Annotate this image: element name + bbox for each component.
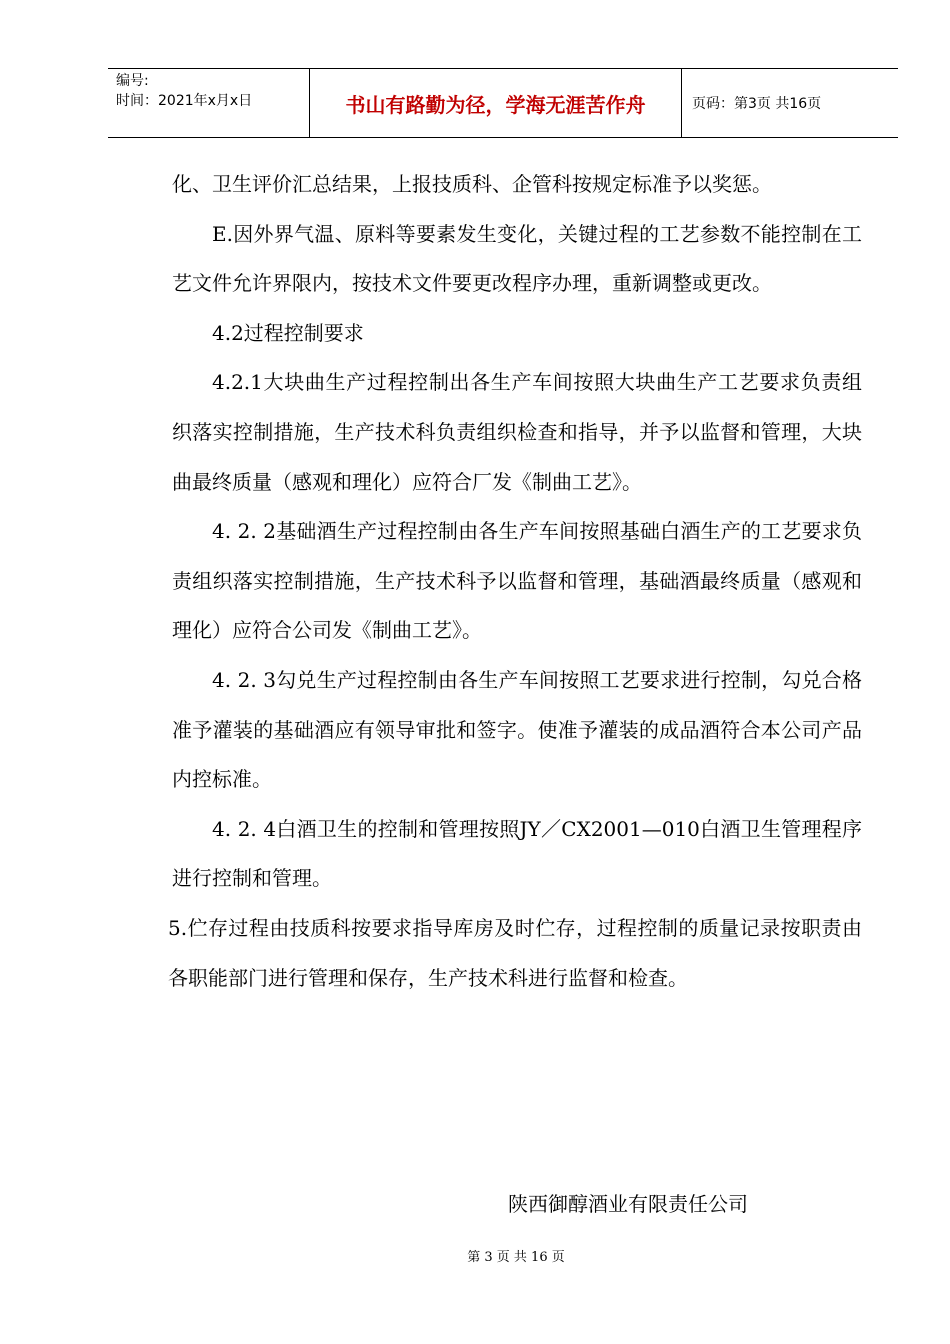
section-heading-4-2: 4.2过程控制要求 [212,320,364,345]
header-page-label: 页码：第3页 共16页 [692,96,822,112]
time-label: 时间：2021年x月x日 [116,93,253,109]
paragraph-2: E.因外界气温、原料等要素发生变化，关键过程的工艺参数不能控制在工艺文件允许界限内，按技术文件要更改程序办理，重新调整或更改。 [172,221,862,296]
header-meta [108,69,310,137]
paragraph-5: 5.伫存过程由技质科按要求指导库房及时伫存，过程控制的质量记录按职责由各职能部门进行管理和保存，生产技术科进行监督和检查。 [168,915,862,990]
page-header [108,68,898,138]
page-footer: 第 3 页 共 16 页 [467,1250,565,1265]
paragraph-1: 化、卫生评价汇总结果，上报技质科、企管科按规定标准予以奖惩。 [172,172,772,196]
number-label: 编号: [116,73,149,89]
paragraph-4-2-3: 4. 2. 3勾兑生产过程控制由各生产车间按照工艺要求进行控制，勾兑合格准予灌装的基础酒应有领导审批和签字。使准予灌装的成品酒符合本公司产品内控标准。 [172,667,862,792]
document-body [168,160,862,1003]
company-name: 陕西御醇酒业有限责任公司 [508,1192,748,1216]
header-motto: 书山有路勤为径，学海无涯苦作舟 [310,69,682,137]
paragraph-4-2-2: 4. 2. 2基础酒生产过程控制由各生产车间按照基础白酒生产的工艺要求负责组织落实控制措施，生产技术科予以监督和管理，基础酒最终质量（感观和理化）应符合公司发《制曲工艺》。 [172,519,862,643]
paragraph-4-2-4: 4. 2. 4白酒卫生的控制和管理按照JY／CX2001—010白酒卫生管理程序进行控制和管理。 [172,816,862,891]
paragraph-4-2-1: 4.2.1大块曲生产过程控制出各生产车间按照大块曲生产工艺要求负责组织落实控制措施，生产技术科负责组织检查和指导，并予以监督和管理，大块曲最终质量（感观和理化）应符合厂发《制曲工艺》。 [172,370,862,494]
